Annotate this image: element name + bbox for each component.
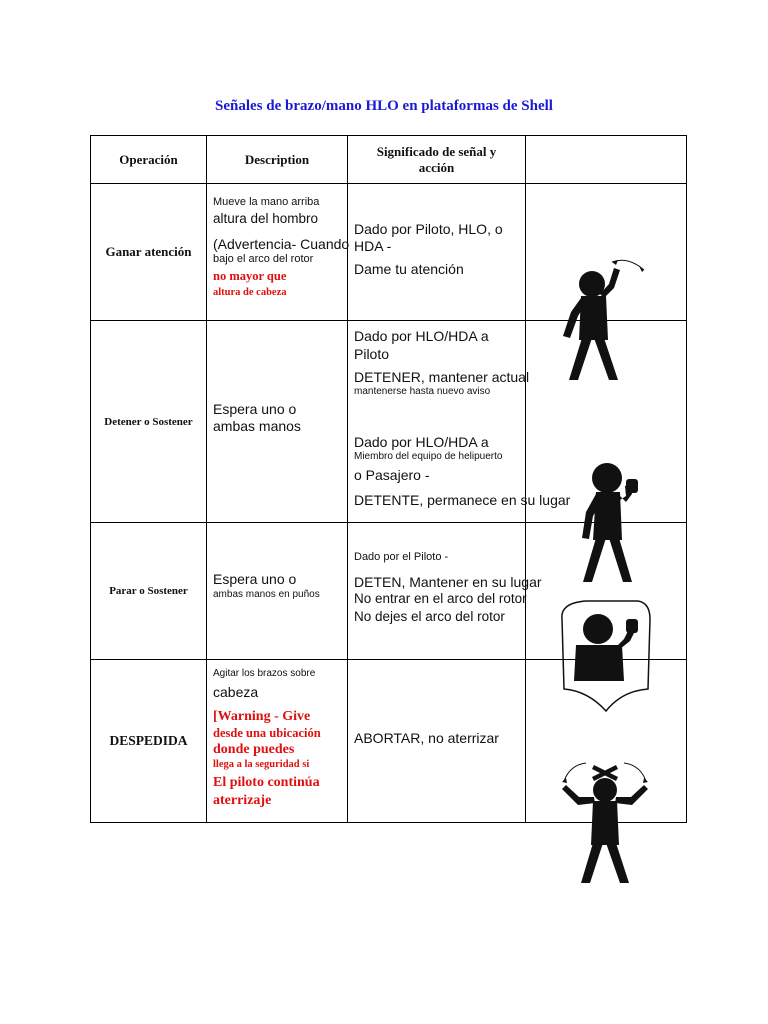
description-cell bbox=[207, 184, 348, 321]
desc-text: altura del hombro bbox=[213, 211, 319, 226]
desc-warning-text: altura de cabeza bbox=[213, 287, 287, 298]
description-cell bbox=[207, 321, 348, 523]
operation-cell: DESPEDIDA bbox=[91, 660, 207, 823]
header-meaning-line2: acción bbox=[418, 160, 455, 175]
meaning-text: Dame tu atención bbox=[354, 261, 464, 277]
meaning-text: DETENTE, permanece en su lugar bbox=[354, 492, 571, 508]
table-row bbox=[91, 321, 687, 523]
operation-cell: Parar o Sostener bbox=[91, 523, 207, 660]
desc-text: Espera uno o bbox=[213, 401, 297, 417]
header-description: Description bbox=[207, 136, 348, 184]
desc-warning-text: no mayor que bbox=[213, 269, 287, 283]
table-row bbox=[91, 184, 687, 321]
desc-text: cabeza bbox=[213, 684, 259, 700]
desc-text: (Advertencia- Cuando bbox=[213, 236, 350, 252]
meaning-text: Miembro del equipo de helipuerto bbox=[354, 451, 503, 462]
desc-warning-text: El piloto continúa bbox=[213, 775, 320, 790]
meaning-text: DETEN, Mantener en su lugar bbox=[354, 574, 542, 590]
meaning-text: mantenerse hasta nuevo aviso bbox=[354, 386, 491, 397]
table-row bbox=[91, 660, 687, 823]
operation-cell: Ganar atención bbox=[91, 184, 207, 321]
meaning-text: Dado por HLO/HDA a bbox=[354, 434, 489, 450]
signals-table bbox=[90, 135, 687, 823]
meaning-text: Dado por Piloto, HLO, o bbox=[354, 221, 503, 237]
figure-cell bbox=[526, 321, 687, 523]
meaning-cell bbox=[348, 523, 542, 660]
desc-warning-text: donde puedes bbox=[213, 742, 295, 757]
desc-text: Espera uno o bbox=[213, 571, 297, 587]
desc-warning-text: aterrizaje bbox=[213, 793, 272, 808]
figure-cell bbox=[526, 523, 687, 660]
table-header-row bbox=[91, 136, 687, 184]
header-meaning bbox=[348, 136, 526, 184]
description-cell bbox=[207, 660, 348, 823]
desc-text: ambas manos en puños bbox=[213, 589, 320, 600]
desc-warning-text: [Warning - Give bbox=[213, 709, 311, 724]
header-image bbox=[526, 136, 687, 184]
desc-warning-text: desde una ubicación bbox=[213, 726, 321, 740]
page-title: Señales de brazo/mano HLO en plataformas de Shell bbox=[215, 98, 553, 114]
meaning-text: Dado por el Piloto - bbox=[354, 551, 449, 563]
meaning-cell bbox=[348, 660, 526, 823]
desc-text: Agitar los brazos sobre bbox=[213, 668, 316, 679]
desc-text: Mueve la mano arriba bbox=[213, 196, 320, 208]
desc-warning-text: llega a la seguridad si bbox=[213, 759, 310, 770]
meaning-text: Dado por HLO/HDA a bbox=[354, 328, 489, 344]
meaning-text: DETENER, mantener actual bbox=[354, 369, 530, 385]
meaning-text: No entrar en el arco del rotor bbox=[354, 591, 527, 606]
figure-cell bbox=[526, 184, 687, 321]
header-operation: Operación bbox=[91, 136, 207, 184]
meaning-cell bbox=[348, 321, 571, 523]
figure-cell bbox=[526, 660, 687, 823]
meaning-cell bbox=[348, 184, 526, 321]
header-meaning-line1: Significado de señal y bbox=[376, 144, 497, 159]
operation-cell: Detener o Sostener bbox=[91, 321, 207, 523]
meaning-text: Piloto bbox=[354, 346, 390, 362]
desc-text: ambas manos bbox=[213, 418, 301, 434]
description-cell bbox=[207, 523, 348, 660]
meaning-text: ABORTAR, no aterrizar bbox=[354, 730, 499, 746]
meaning-text: No dejes el arco del rotor bbox=[354, 609, 505, 624]
meaning-text: HDA - bbox=[354, 238, 392, 254]
figure-waving-both-arms-icon bbox=[526, 741, 687, 904]
meaning-text: o Pasajero - bbox=[354, 467, 430, 483]
desc-text: bajo el arco del rotor bbox=[213, 253, 314, 265]
table-row bbox=[91, 523, 687, 660]
